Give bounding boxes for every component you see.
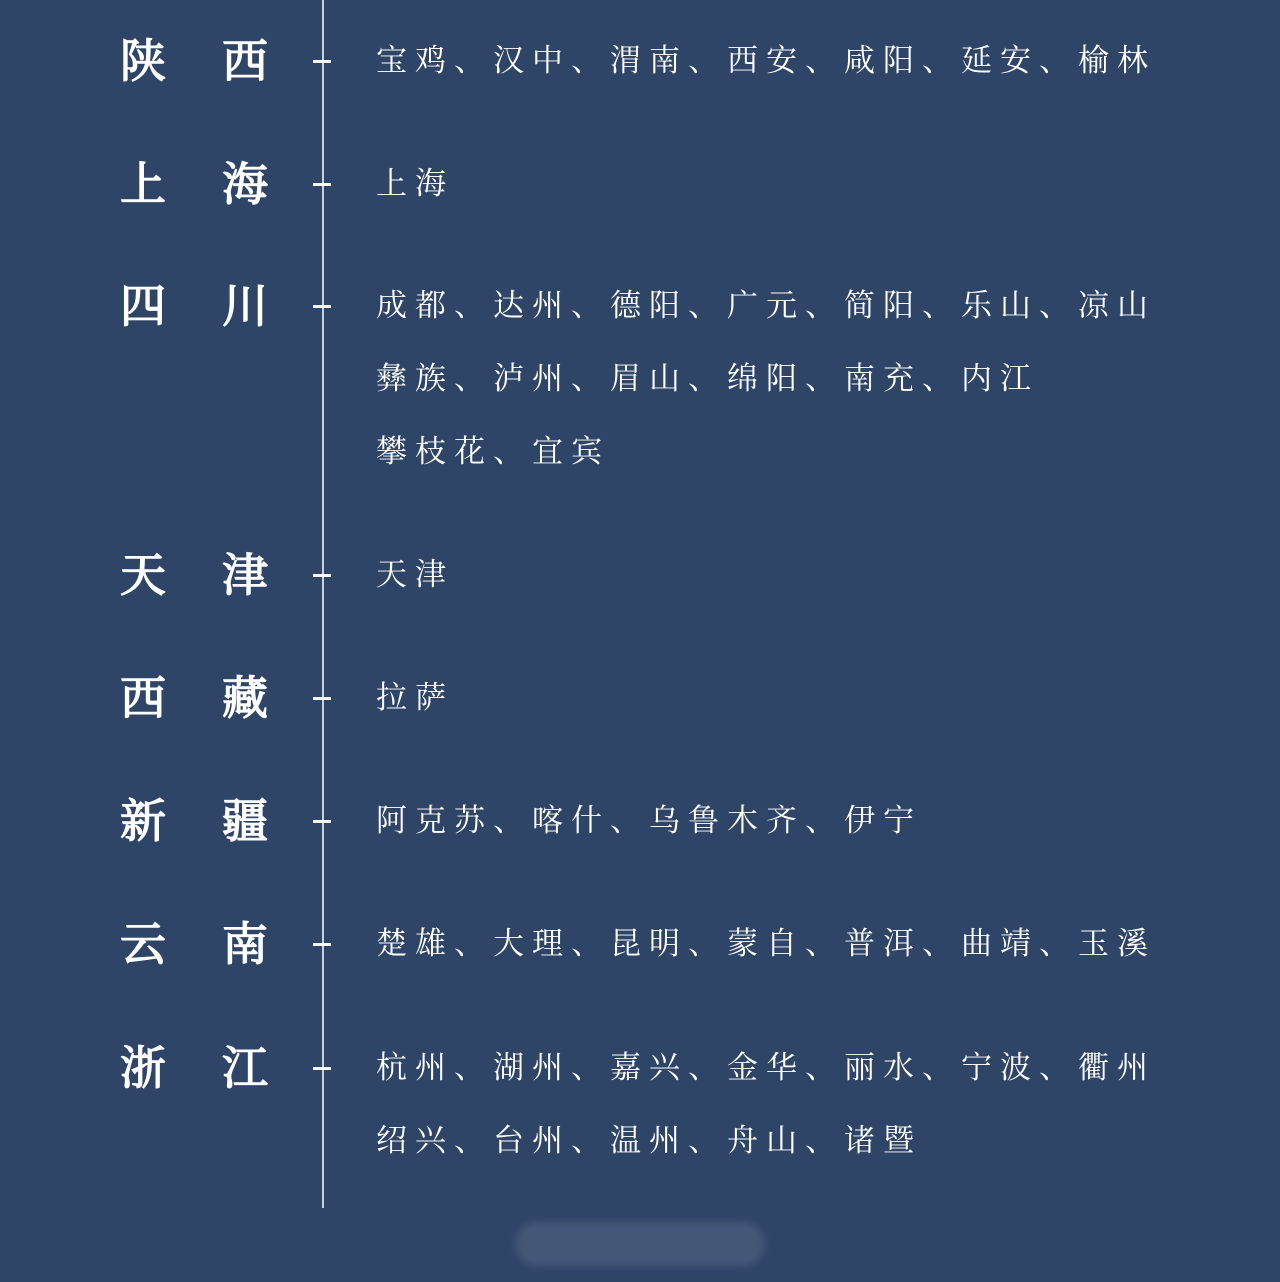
province-name: 新 疆 [120,794,268,848]
timeline-tick [313,943,331,946]
city-line: 阿克苏、喀什、乌鲁木齐、伊宁 [376,803,922,839]
province-name: 云 南 [120,917,268,971]
province-name: 浙 江 [120,1041,268,1095]
city-list [376,162,1176,235]
timeline-tick [313,574,331,577]
timeline-tick [313,60,331,63]
timeline-tick [313,1067,331,1070]
city-line: 上海 [376,166,454,202]
city-list [376,284,1176,503]
watermark-blur [515,1222,765,1266]
city-list [376,553,1176,626]
city-list [376,39,1176,112]
city-line: 拉萨 [376,680,454,716]
city-line: 杭州、湖州、嘉兴、金华、丽水、宁波、衢州 [376,1050,1156,1086]
timeline-tick [313,305,331,308]
city-line: 绍兴、台州、温州、舟山、诸暨 [376,1123,922,1159]
province-name: 陕 西 [120,34,268,88]
timeline-tick [313,183,331,186]
timeline-tick [313,820,331,823]
province-name: 西 藏 [120,671,268,725]
timeline-line [322,0,324,1208]
city-line: 宝鸡、汉中、渭南、西安、咸阳、延安、榆林 [376,43,1156,79]
province-name: 四 川 [120,279,268,333]
city-line: 攀枝花、宜宾 [376,434,610,470]
province-name: 上 海 [120,157,268,211]
city-line: 彝族、泸州、眉山、绵阳、南充、内江 [376,361,1039,397]
city-line: 天津 [376,557,454,593]
city-line: 成都、达州、德阳、广元、简阳、乐山、凉山 [376,288,1156,324]
city-list [376,676,1176,749]
city-list [376,1046,1176,1192]
province-name: 天 津 [120,548,268,602]
city-list [376,922,1176,995]
city-list [376,799,1176,872]
city-line: 楚雄、大理、昆明、蒙自、普洱、曲靖、玉溪 [376,926,1156,962]
timeline-tick [313,697,331,700]
